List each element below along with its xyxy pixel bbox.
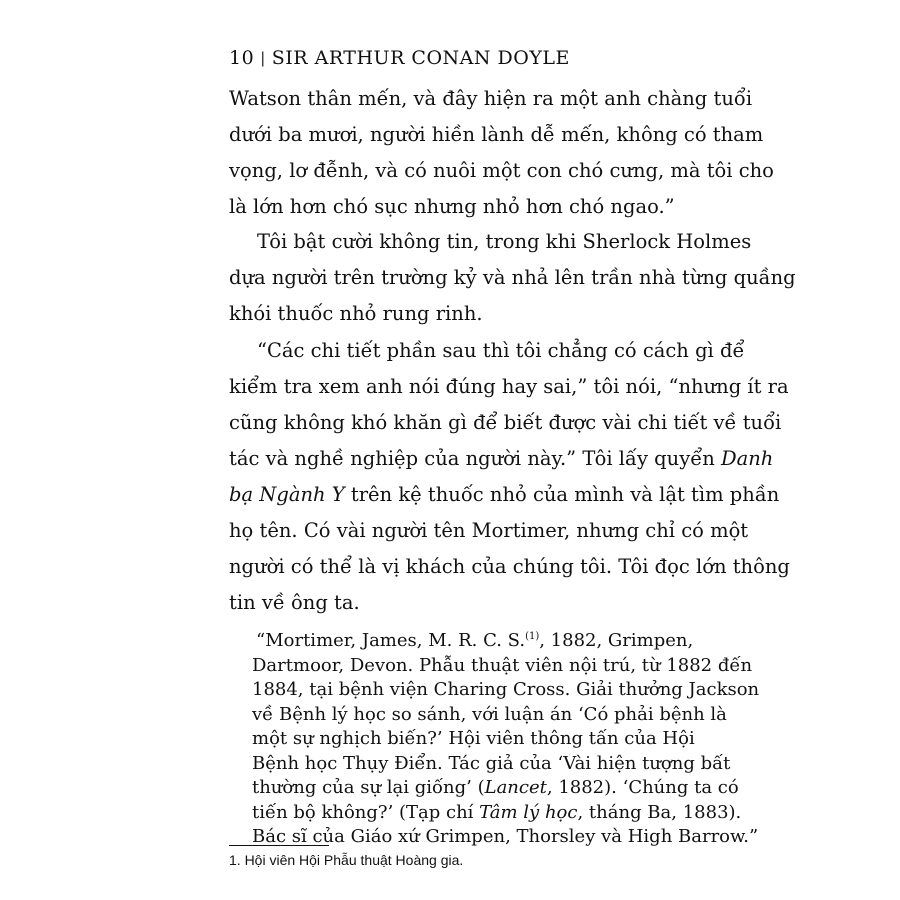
text-line: về Bệnh lý học so sánh, với luận án ‘Có phải bệnh là (252, 703, 727, 725)
text-line: 1884, tại bệnh viện Charing Cross. Giải thưởng Jackson (252, 679, 760, 700)
text-span: , tháng Ba, 1883). (577, 801, 742, 823)
text-line: kiểm tra xem anh nói đúng hay sai,” tôi nói, “nhưng ít ra (229, 375, 789, 398)
text-line: là lớn hơn chó sục nhưng nhỏ hơn chó ngao.” (229, 195, 675, 218)
footnote: 1. Hội viên Hội Phẫu thuật Hoàng gia. (229, 852, 464, 868)
text-line: Tôi bật cười không tin, trong khi Sherlock Holmes (257, 230, 752, 253)
text-span: tác và nghề nghiệp của người này.” Tôi lấy quyển (229, 447, 721, 470)
text-span: trên kệ thuốc nhỏ của mình và lật tìm phần (344, 483, 780, 506)
text-span: thường của sự lại giống’ ( (252, 777, 485, 798)
text-line: Dartmoor, Devon. Phẫu thuật viên nội trú, từ 1882 đến (252, 654, 753, 676)
text-line: dựa người trên trường kỷ và nhả lên trần nhà từng quầng (229, 266, 796, 289)
footnote-rule (229, 845, 329, 846)
italic-title: Danh (720, 447, 774, 470)
text-line: khói thuốc nhỏ rung rinh. (229, 302, 483, 325)
text-span: tiến bộ không?’ (Tạp chí (252, 801, 480, 823)
text-line: “Các chi tiết phần sau thì tôi chẳng có cách gì để (257, 339, 745, 362)
text-line: dưới ba mươi, người hiền lành dễ mến, không có tham (229, 123, 764, 146)
italic-title: Lancet (484, 777, 547, 798)
text-line: cũng không khó khăn gì để biết được vài chi tiết về tuổi (229, 411, 782, 434)
text-line: Bác sĩ của Giáo xứ Grimpen, Thorsley và High Barrow.” (252, 826, 759, 847)
text-line: tin về ông ta. (229, 591, 360, 614)
page-number: 10 (229, 47, 255, 69)
text-line: vọng, lơ đễnh, và có nuôi một con chó cưng, mà tôi cho (229, 159, 774, 182)
text-line (256, 630, 693, 651)
text-line: người có thể là vị khách của chúng tôi. Tôi đọc lớn thông (229, 555, 790, 578)
text-line (229, 447, 773, 470)
italic-title: Tâm lý học (479, 801, 578, 823)
text-line (252, 777, 739, 798)
italic-title: bạ Ngành Y (229, 483, 345, 506)
text-line: Watson thân mến, và đây hiện ra một anh chàng tuổi (229, 87, 753, 110)
text-span: , 1882, Grimpen, (539, 630, 694, 651)
text-line: Bệnh học Thụy Điển. Tác giả của ‘Vài hiện tượng bất (252, 752, 731, 774)
text-line: họ tên. Có vài người tên Mortimer, nhưng chỉ có một (229, 519, 749, 542)
text-line (229, 483, 779, 506)
running-head (229, 47, 570, 69)
text-span: , 1882). ‘Chúng ta có (546, 777, 739, 798)
text-span: “Mortimer, James, M. R. C. S. (256, 630, 526, 651)
running-head-separator: | (260, 49, 266, 67)
text-line: một sự nghịch biến?’ Hội viên thông tấn của Hội (252, 728, 695, 749)
footnote-marker: (1) (525, 631, 540, 642)
running-head-author: SIR ARTHUR CONAN DOYLE (271, 47, 570, 69)
text-line (252, 802, 741, 823)
